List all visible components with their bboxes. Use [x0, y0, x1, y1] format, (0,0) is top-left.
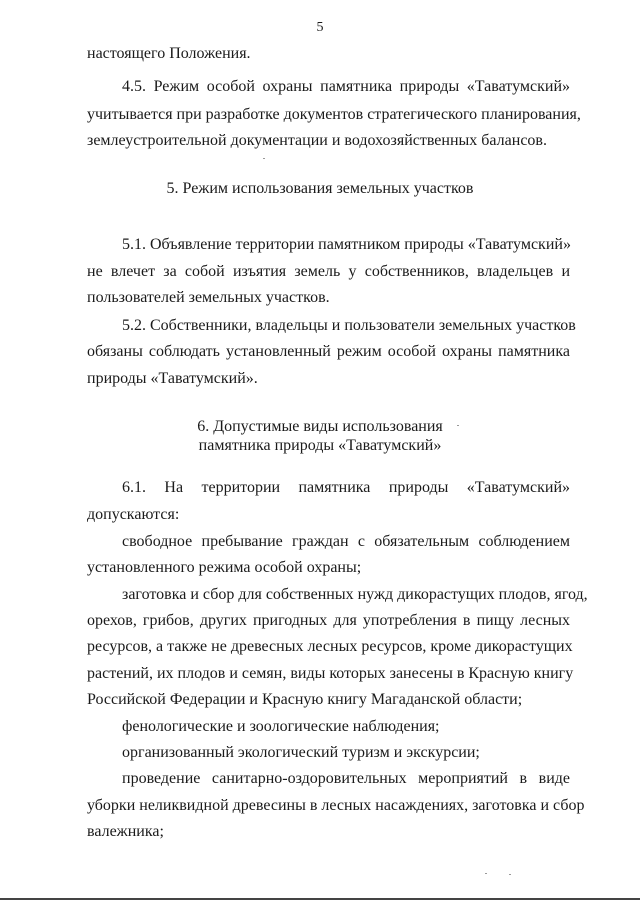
text-line: Российской Федерации и Красную книгу Магаданской области; [87, 691, 523, 708]
text-line: валежника; [87, 823, 164, 840]
text-line: землеустроительной документации и водохозяйственных балансов. [87, 132, 547, 149]
text-line: 5.1. Объявление территории памятником природы «Таватумский» [122, 236, 571, 253]
text-line: заготовка и сбор для собственных нужд дикорастущих плодов, ягод, [122, 586, 588, 603]
text-line: установленного режима особой охраны; [87, 559, 362, 576]
scan-speck [485, 873, 487, 874]
scan-speck [457, 425, 459, 426]
text-line: настоящего Положения. [87, 45, 251, 62]
section-heading: памятника природы «Таватумский» [198, 437, 442, 454]
text-line: свободное пребывание граждан с обязательным соблюдением [122, 533, 570, 550]
text-line: ресурсов, а также не древесных лесных ресурсов, кроме дикорастущих [87, 638, 573, 655]
text-line: пользователей земельных участков. [87, 289, 330, 306]
text-line: организованный экологический туризм и экскурсии; [122, 744, 480, 761]
section-heading: 6. Допустимые виды использования [197, 418, 443, 435]
text-line: природы «Таватумский». [87, 370, 258, 387]
scan-speck [263, 158, 265, 159]
text-line: 6.1. На территории памятника природы «Таватумский» [122, 479, 570, 496]
text-line: не влечет за собой изъятия земель у собственников, владельцев и [87, 263, 570, 280]
bottom-scan-edge [0, 898, 640, 900]
page-number: 5 [316, 20, 324, 35]
text-line: орехов, грибов, других пригодных для употребления в пищу лесных [87, 612, 570, 629]
text-line: учитывается при разработке документов стратегического планирования, [87, 106, 581, 123]
text-line: растений, их плодов и семян, виды которых занесены в Красную книгу [87, 665, 574, 682]
text-line: уборки неликвидной древесины в лесных насаждениях, заготовка и сбор [87, 797, 585, 814]
text-line: обязаны соблюдать установленный режим особой охраны памятника [87, 343, 570, 360]
scan-speck [509, 874, 511, 875]
section-heading: 5. Режим использования земельных участков [166, 180, 474, 197]
text-line: проведение санитарно-оздоровительных мероприятий в виде [122, 770, 570, 787]
text-line: допускаются: [87, 506, 180, 523]
text-line: 5.2. Собственники, владельцы и пользователи земельных участков [122, 317, 576, 334]
text-line: фенологические и зоологические наблюдения; [122, 718, 440, 735]
text-line: 4.5. Режим особой охраны памятника природы «Таватумский» [122, 78, 570, 95]
